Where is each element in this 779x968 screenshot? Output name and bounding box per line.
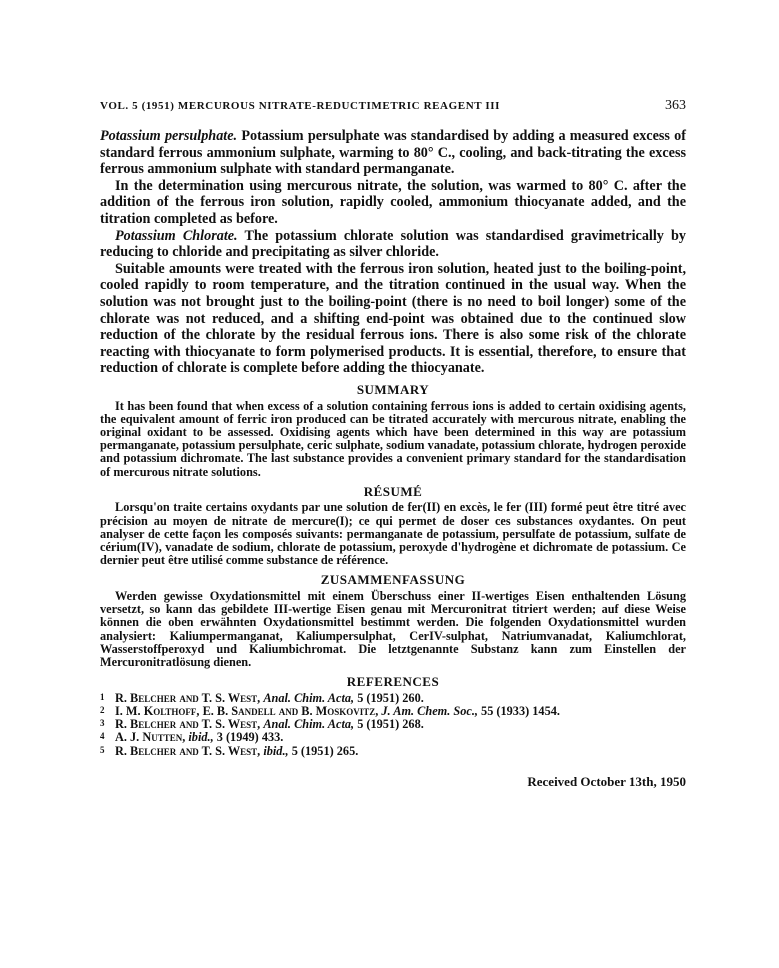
running-head-title: VOL. 5 (1951) MERCUROUS NITRATE-REDUCTIMETRIC REAGENT III	[100, 100, 500, 112]
resume-section	[100, 501, 686, 567]
reference-citation: 3 (1949) 433.	[216, 730, 284, 745]
reference-journal: ibid.,	[263, 743, 289, 758]
reference-journal: J. Am. Chem. Soc.,	[381, 703, 478, 718]
resume-heading: RÉSUMÉ	[363, 483, 423, 499]
reference-citation: 55 (1933) 1454.	[481, 703, 560, 718]
summary-section	[100, 400, 686, 479]
references-list	[100, 692, 686, 758]
zusammenfassung-heading: ZUSAMMENFASSUNG	[320, 572, 466, 588]
reference-authors: R. Belcher and T. S. West,	[115, 690, 261, 705]
reference-authors: A. J. Nutten,	[115, 730, 186, 745]
section-title-persulphate: Potassium persulphate.	[100, 128, 238, 144]
zusammenfassung-text: Werden gewisse Oxydationsmittel mit einem Überschuss einer II-wertiges Eisen enthaltenden Lösung versetzt, so kann das gebildete III-wertige Eisen genau mit Mercuronitrat titriert werden; auf diese Weise können die oben erwähnten Oxydationsmittel bestimmt werden. Die folgenden Oxydationsmittel wurden analysiert: Kaliumpermanganat, Kaliumpersulphat, CerIV-sulphat, Natriumvanadat, Kaliumchlorat, Wasserstoffperoxyd und Kaliumbichromat. Die letztgenannte Substanz kann zum Einstellen der Mercuronitratlösung dienen.	[100, 588, 686, 669]
reference-item	[100, 745, 686, 758]
running-header	[100, 98, 686, 114]
zusammenfassung-section	[100, 590, 686, 669]
reference-authors: R. Belcher and T. S. West,	[115, 743, 261, 758]
paragraph-chlorate	[100, 228, 686, 261]
article-body	[100, 128, 686, 790]
paragraph-mercurous-determination: In the determination using mercurous nitrate, the solution, was warmed to 80° C. after the addition of the ferrous iron solution, rapidly cooled, ammonium thiocyanate added, and the titration completed as before.	[100, 177, 686, 227]
paragraph-text: The potassium chlorate solution was standardised gravimetrically by reducing to chloride and precipitating as silver chloride.	[100, 227, 686, 261]
reference-authors: R. Belcher and T. S. West,	[115, 717, 261, 732]
reference-citation: 5 (1951) 265.	[291, 743, 359, 758]
reference-journal: Anal. Chim. Acta,	[263, 717, 355, 732]
reference-citation: 5 (1951) 268.	[357, 717, 424, 732]
page-number: 363	[665, 98, 686, 113]
reference-journal: Anal. Chim. Acta,	[263, 690, 355, 705]
paragraph-text: Potassium persulphate was standardised by adding a measured excess of standard ferrous ammonium sulphate, warming to 80° C., cooling, and back-titrating the excess ferrous ammonium sulphate with standard permanganate.	[100, 128, 686, 178]
paragraph-persulphate	[100, 128, 686, 178]
paragraph-chlorate-procedure: Suitable amounts were treated with the ferrous iron solution, heated just to the boiling-point, cooled rapidly to room temperature, and the titration continued in the usual way. When the solution was not brought just to the boiling-point (there is no need to boil longer) some of the chlorate was not reduced, and a shifting end-point was obtained due to the continued slow reduction of the chlorate by the residual ferrous ions. There is also some risk of the chlorate reacting with thiocyanate to form polymerised products. It is essential, therefore, to ensure that reduction of chlorate is complete before adding the thiocyanate.	[100, 260, 686, 377]
references-heading: REFERENCES	[346, 674, 440, 690]
resume-text: Lorsqu'on traite certains oxydants par une solution de fer(II) en excès, le fer (III) formé peut être titré avec précision au moyen de nitrate de mercure(I); ce qui permet de doser ces substances oxydantes. On peut analyser de cette façon les composés suivants: permanganate de potassium, persulfate de potassium, sulfate de cérium(IV), vanadate de sodium, chlorate de potassium, peroxyde d'hydrogène et dichromate de potassium. Ce dernier peut être utilisé comme substance de référence.	[100, 500, 686, 568]
reference-citation: 5 (1951) 260.	[357, 690, 424, 705]
summary-text: It has been found that when excess of a solution containing ferrous ions is added to certain oxidising agents, the equivalent amount of ferric iron produced can be titrated accurately with mercurous nitrate, enabling the original oxidant to be assessed. Oxidising agents which have been determined in this way are potassium permanganate, potassium persulphate, ceric sulphate, sodium vanadate, potassium chlorate, hydrogen peroxide and potassium dichromate. The last substance provides a convenient primary standard for the standardisation of mercurous nitrate solutions.	[100, 398, 686, 479]
reference-journal: ibid.,	[188, 730, 214, 745]
reference-number: 5	[100, 744, 105, 755]
reference-number: 3	[100, 718, 105, 729]
received-date: Received October 13th, 1950	[527, 773, 686, 789]
reference-number: 2	[100, 704, 105, 715]
reference-number: 4	[100, 731, 105, 742]
section-title-chlorate: Potassium Chlorate.	[115, 227, 238, 244]
summary-heading: SUMMARY	[356, 381, 430, 397]
reference-authors: I. M. Kolthoff, E. B. Sandell and B. Moskovitz,	[115, 703, 379, 718]
reference-number: 1	[100, 691, 105, 702]
